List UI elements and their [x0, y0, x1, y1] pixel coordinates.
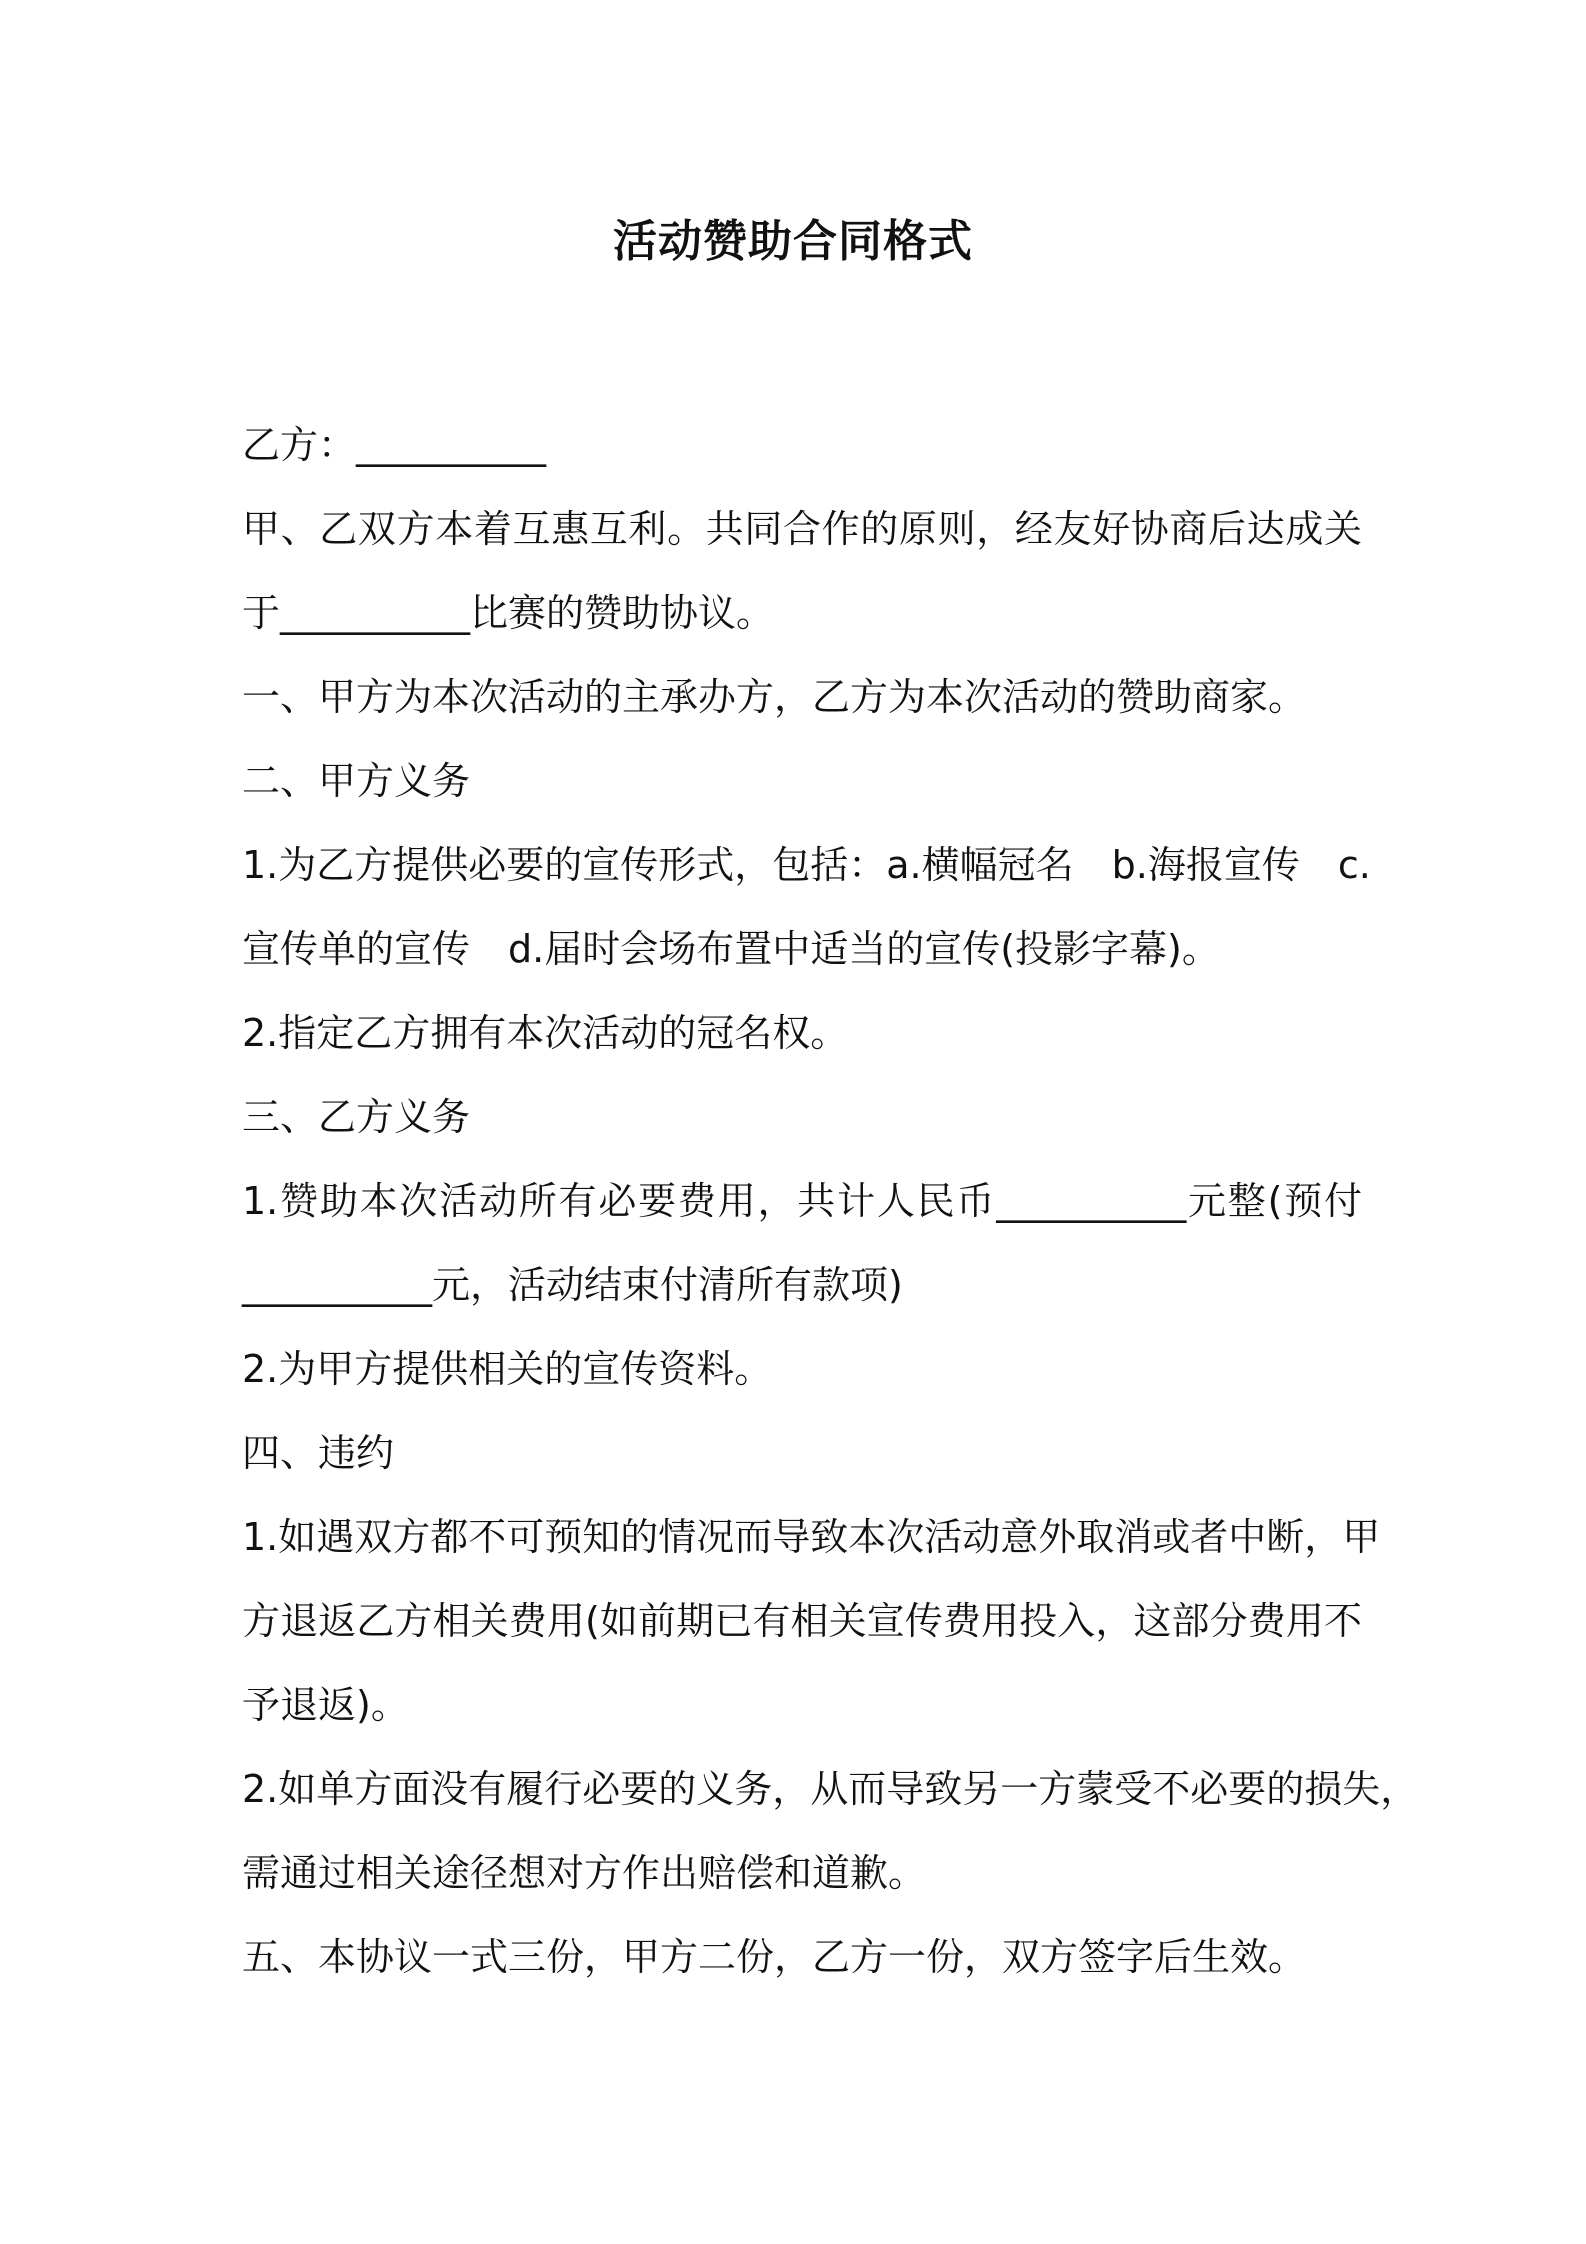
clause-4-1-line-2: 方退返乙方相关费用(如前期已有相关宣传费用投入，这部分费用不 — [242, 1599, 1362, 1643]
clause-5-line: 五、本协议一式三份，甲方二份，乙方一份，双方签字后生效。 — [242, 1935, 1307, 1979]
section-2-heading: 二、甲方义务 — [242, 759, 471, 803]
document-body — [242, 403, 1419, 1999]
document-title: 活动赞助合同格式 — [613, 216, 973, 267]
clause-4-2-line-1: 2.如单方面没有履行必要的义务，从而导致另一方蒙受不必要的损失， — [242, 1767, 1419, 1811]
section-3-heading: 三、乙方义务 — [242, 1095, 471, 1139]
clause-2-1-line-1: 1.为乙方提供必要的宣传形式，包括：a.横幅冠名 b.海报宣传 c. — [242, 843, 1371, 887]
clause-3-2-line: 2.为甲方提供相关的宣传资料。 — [242, 1347, 773, 1391]
clause-3-1-line-2: __________元，活动结束付清所有款项) — [242, 1263, 903, 1307]
preamble-line-1: 甲、乙双方本着互惠互利。共同合作的原则，经友好协商后达成关 — [242, 507, 1362, 551]
clause-1-line: 一、甲方为本次活动的主承办方，乙方为本次活动的赞助商家。 — [242, 675, 1307, 719]
clause-4-2-line-2: 需通过相关途径想对方作出赔偿和道歉。 — [242, 1851, 927, 1895]
preamble-line-2: 于__________比赛的赞助协议。 — [242, 591, 775, 635]
clause-2-1-line-2: 宣传单的宣传 d.届时会场布置中适当的宣传(投影字幕)。 — [242, 927, 1220, 971]
section-4-heading: 四、违约 — [242, 1431, 395, 1475]
clause-4-1-line-3: 予退返)。 — [242, 1683, 409, 1727]
clause-4-1-line-1: 1.如遇双方都不可预知的情况而导致本次活动意外取消或者中断，甲 — [242, 1515, 1381, 1559]
clause-2-2-line: 2.指定乙方拥有本次活动的冠名权。 — [242, 1011, 849, 1055]
clause-3-1-line-1: 1.赞助本次活动所有必要费用，共计人民币__________元整(预付 — [242, 1179, 1362, 1223]
party-b-line: 乙方：__________ — [242, 423, 547, 467]
